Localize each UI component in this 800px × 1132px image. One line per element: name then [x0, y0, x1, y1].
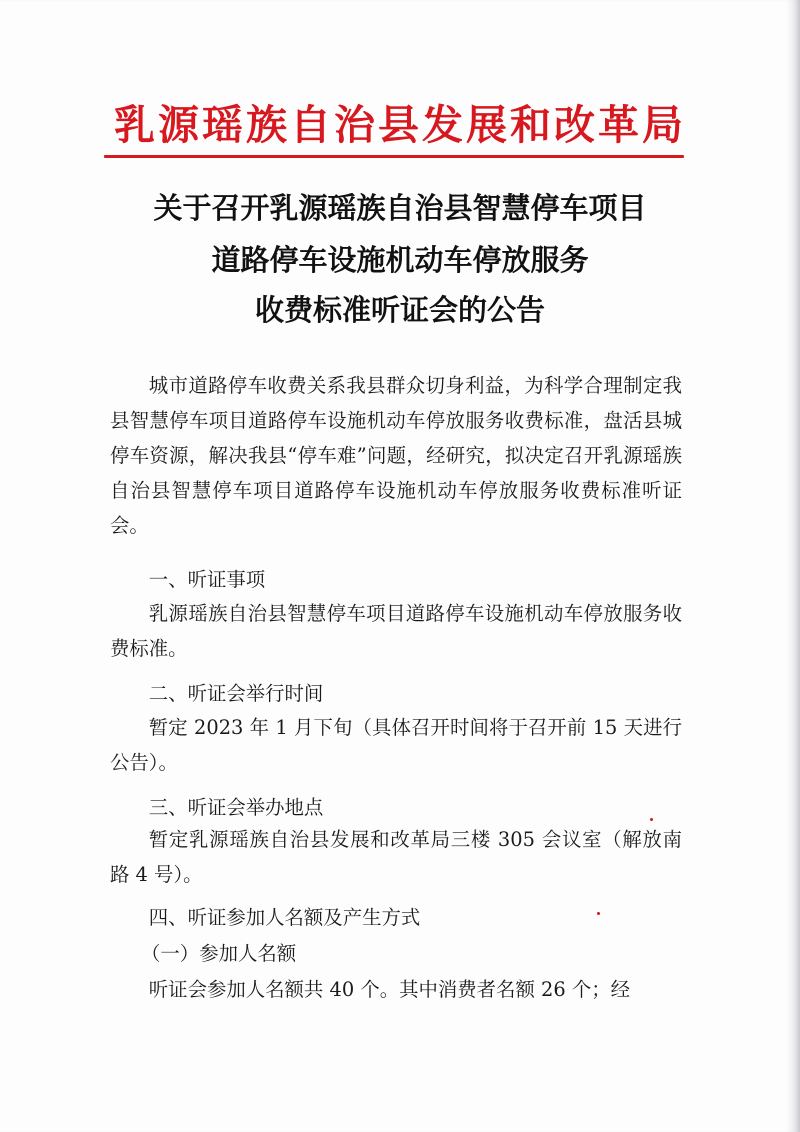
section4-block	[110, 900, 682, 935]
subsection1-block	[110, 936, 682, 971]
section1-heading: 一、听证事项	[148, 568, 266, 591]
subsection1-text-block	[110, 972, 682, 1007]
title-line-3: 收费标准听证会的公告	[254, 293, 545, 327]
section2-block	[110, 676, 682, 711]
intro-paragraph-block	[110, 368, 682, 543]
intro-paragraph: 城市道路停车收费关系我县群众切身利益，为科学合理制定我县智慧停车项目道路停车设施机动车停放服务收费标准，盘活县城停车资源，解决我县“停车难”问题，经研究，拟决定召开乳源瑶族自治县智慧停车项目道路停车设施机动车停放服务收费标准听证会。	[110, 374, 682, 537]
section4-heading: 四、听证参加人名额及产生方式	[148, 906, 421, 929]
red-speck	[650, 818, 653, 821]
agency-header: 乳源瑶族自治县发展和改革局	[114, 101, 686, 149]
section3-text: 暂定乳源瑶族自治县发展和改革局三楼 305 会议室（解放南路 4 号）。	[110, 828, 682, 886]
section2-text: 暂定 2023 年 1 月下旬（具体召开时间将于召开前 15 天进行公告）。	[110, 716, 682, 774]
section3-text-block	[110, 822, 682, 892]
section1-text-block	[110, 596, 682, 666]
section2-text-block	[110, 710, 682, 780]
subsection1-text: 听证会参加人名额共 40 个。其中消费者名额 26 个；经	[148, 978, 631, 1001]
section2-heading: 二、听证会举行时间	[148, 682, 324, 705]
title-line-2: 道路停车设施机动车停放服务	[211, 243, 589, 277]
title-line-1: 关于召开乳源瑶族自治县智慧停车项目	[153, 191, 647, 225]
section1-block	[110, 562, 682, 597]
page-edge-shadow	[786, 0, 800, 1132]
section3-block	[110, 790, 682, 825]
red-divider-line	[104, 155, 684, 158]
section1-text: 乳源瑶族自治县智慧停车项目道路停车设施机动车停放服务收费标准。	[110, 602, 682, 660]
red-speck	[597, 912, 600, 915]
subsection1-heading: （一）参加人名额	[141, 942, 297, 965]
section3-heading: 三、听证会举办地点	[148, 796, 324, 819]
